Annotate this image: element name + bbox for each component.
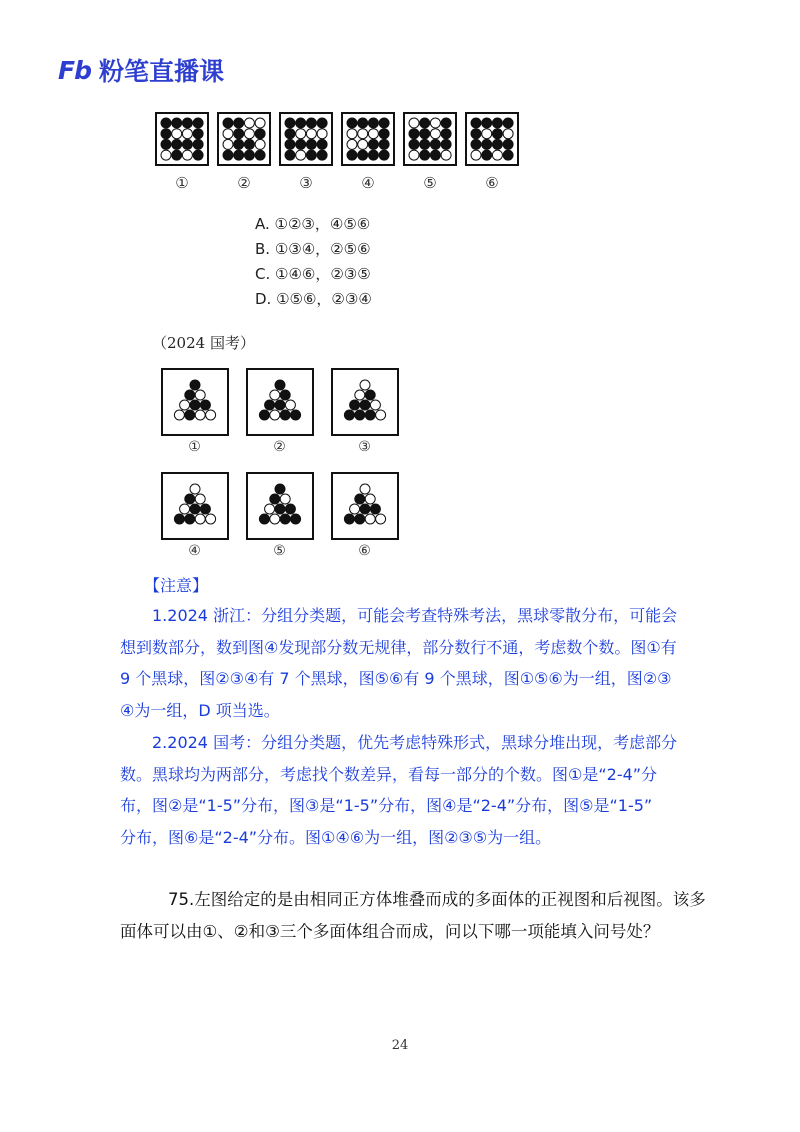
dot-triangle (167, 377, 223, 427)
white-dot (365, 494, 375, 504)
black-dot (420, 118, 430, 128)
black-dot (441, 129, 451, 139)
black-dot (482, 118, 492, 128)
white-dot (360, 484, 370, 494)
white-dot (244, 129, 254, 139)
dot-grid (160, 117, 204, 161)
figure-option (462, 112, 522, 192)
dot-grid (284, 117, 328, 161)
figure-label: ④ (188, 543, 201, 559)
figure-label: ① (175, 174, 189, 192)
white-dot (358, 139, 368, 149)
black-dot (259, 410, 269, 420)
triangle-box (246, 368, 314, 436)
white-dot (492, 150, 502, 160)
white-dot (223, 139, 233, 149)
white-dot (482, 129, 492, 139)
black-dot (174, 514, 184, 524)
black-dot (358, 118, 368, 128)
figure-label: ⑥ (358, 543, 371, 559)
black-dot (182, 139, 192, 149)
black-dot (193, 129, 203, 139)
white-dot (172, 129, 182, 139)
white-dot (244, 118, 254, 128)
black-dot (184, 390, 194, 400)
black-dot (200, 400, 210, 410)
option-c: C. ①④⑥，②③⑤ (255, 265, 371, 283)
black-dot (379, 139, 389, 149)
white-dot (205, 410, 215, 420)
black-dot (275, 484, 285, 494)
black-dot (275, 380, 285, 390)
note-line: 2.2024 国考：分组分类题，优先考虑特殊形式，黑球分堆出现，考虑部分 (152, 733, 678, 752)
black-dot (360, 504, 370, 514)
figure-option (152, 112, 212, 192)
dot-triangle (337, 377, 393, 427)
white-dot (255, 118, 265, 128)
black-dot (275, 400, 285, 410)
note-line: 1.2024 浙江：分组分类题，可能会考查特殊考法，黑球零散分布，可能会 (152, 606, 678, 625)
black-dot (234, 129, 244, 139)
white-dot (195, 494, 205, 504)
question-line: 面体可以由①、②和③三个多面体组合而成，问以下哪一项能填入问号处？ (120, 921, 660, 941)
white-dot (285, 400, 295, 410)
white-dot (205, 514, 215, 524)
triangle-box (161, 368, 229, 436)
black-dot (347, 150, 357, 160)
black-dot (317, 150, 327, 160)
dot-triangle (337, 481, 393, 531)
black-dot (161, 139, 171, 149)
white-dot (280, 494, 290, 504)
dot-grid (222, 117, 266, 161)
black-dot (244, 139, 254, 149)
white-dot (370, 400, 380, 410)
white-dot (255, 139, 265, 149)
white-dot (161, 150, 171, 160)
black-dot (379, 129, 389, 139)
black-dot (503, 118, 513, 128)
note-paragraph-1 (120, 600, 680, 726)
white-dot (269, 514, 279, 524)
black-dot (379, 118, 389, 128)
white-dot (195, 514, 205, 524)
white-dot (269, 410, 279, 420)
black-dot (354, 494, 364, 504)
figure-grid-row (152, 112, 524, 192)
white-dot (195, 410, 205, 420)
black-dot (471, 118, 481, 128)
figure-option (214, 112, 274, 192)
dot-triangle (252, 481, 308, 531)
dot-grid-box (217, 112, 271, 166)
black-dot (379, 150, 389, 160)
note-line: 数。黑球均为两部分，考虑找个数差异，看每一部分的个数。图①是“2-4”分 (120, 764, 658, 784)
black-dot (184, 410, 194, 420)
white-dot (317, 129, 327, 139)
dot-grid (408, 117, 452, 161)
black-dot (161, 129, 171, 139)
black-dot (420, 150, 430, 160)
white-dot (368, 129, 378, 139)
black-dot (365, 410, 375, 420)
black-dot (306, 139, 316, 149)
figure-label: ⑤ (273, 543, 286, 559)
black-dot (285, 139, 295, 149)
black-dot (344, 410, 354, 420)
black-dot (190, 504, 200, 514)
dot-triangle (167, 481, 223, 531)
white-dot (360, 380, 370, 390)
black-dot (430, 139, 440, 149)
figure-option (338, 112, 398, 192)
black-dot (482, 150, 492, 160)
black-dot (441, 118, 451, 128)
white-dot (430, 118, 440, 128)
black-dot (190, 400, 200, 410)
black-dot (244, 150, 254, 160)
black-dot (482, 139, 492, 149)
black-dot (290, 410, 300, 420)
black-dot (420, 129, 430, 139)
black-dot (306, 150, 316, 160)
black-dot (492, 118, 502, 128)
black-dot (234, 150, 244, 160)
triangle-figure (322, 472, 407, 559)
page-number: 24 (391, 1038, 409, 1053)
black-dot (290, 514, 300, 524)
black-dot (285, 129, 295, 139)
white-dot (354, 390, 364, 400)
figure-label: ② (237, 174, 251, 192)
black-dot (347, 118, 357, 128)
black-dot (370, 504, 380, 514)
figure-option (276, 112, 336, 192)
figure-label: ④ (361, 174, 375, 192)
note-line: 布，图②是“1-5”分布，图③是“1-5”分布，图④是“2-4”分布，图⑤是“1-5” (120, 796, 653, 815)
dot-grid-box (279, 112, 333, 166)
black-dot (275, 504, 285, 514)
black-dot (184, 494, 194, 504)
figure-label: ② (273, 439, 286, 455)
black-dot (285, 150, 295, 160)
black-dot (182, 118, 192, 128)
black-dot (234, 139, 244, 149)
white-dot (441, 150, 451, 160)
black-dot (193, 139, 203, 149)
black-dot (492, 129, 502, 139)
white-dot (347, 139, 357, 149)
black-dot (193, 150, 203, 160)
figure-label: ⑥ (485, 174, 499, 192)
black-dot (430, 150, 440, 160)
white-dot (296, 150, 306, 160)
white-dot (179, 400, 189, 410)
triangle-figure (152, 472, 237, 559)
black-dot (317, 139, 327, 149)
black-dot (354, 410, 364, 420)
question-line: 75.左图给定的是由相同正方体堆叠而成的多面体的正视图和后视图。该多 (168, 890, 706, 909)
logo-mark: Fb (58, 55, 91, 85)
option-d: D. ①⑤⑥，②③④ (255, 290, 372, 308)
black-dot (349, 400, 359, 410)
figure-label: ③ (358, 439, 371, 455)
black-dot (368, 150, 378, 160)
black-dot (492, 139, 502, 149)
dot-grid-box (341, 112, 395, 166)
black-dot (234, 118, 244, 128)
triangle-box (331, 472, 399, 540)
black-dot (223, 118, 233, 128)
black-dot (344, 514, 354, 524)
white-dot (269, 390, 279, 400)
white-dot (358, 129, 368, 139)
black-dot (172, 118, 182, 128)
white-dot (182, 150, 192, 160)
figure-label: ① (188, 439, 201, 455)
note-line: ④为一组，D 项当选。 (120, 700, 280, 720)
triangle-figure (237, 472, 322, 559)
answer-options (255, 212, 372, 312)
black-dot (285, 118, 295, 128)
triangle-figure-row-2 (152, 472, 407, 559)
white-dot (503, 129, 513, 139)
black-dot (190, 380, 200, 390)
white-dot (471, 150, 481, 160)
black-dot (280, 410, 290, 420)
black-dot (358, 150, 368, 160)
black-dot (368, 118, 378, 128)
option-b: B. ①③④，②⑤⑥ (255, 240, 371, 258)
note-line: 想到数部分，数到图④发现部分数无规律，部分数行不通，考虑数个数。图①有 (120, 637, 677, 657)
black-dot (223, 150, 233, 160)
triangle-figure (237, 368, 322, 455)
white-dot (223, 129, 233, 139)
white-dot (296, 129, 306, 139)
white-dot (409, 118, 419, 128)
black-dot (264, 400, 274, 410)
dot-grid-box (403, 112, 457, 166)
black-dot (255, 129, 265, 139)
dot-grid-box (155, 112, 209, 166)
option-a: A. ①②③，④⑤⑥ (255, 215, 371, 233)
logo-text: 粉笔直播课 (98, 57, 224, 86)
triangle-box (246, 472, 314, 540)
black-dot (161, 118, 171, 128)
black-dot (172, 139, 182, 149)
black-dot (193, 118, 203, 128)
white-dot (182, 129, 192, 139)
black-dot (255, 150, 265, 160)
black-dot (280, 390, 290, 400)
black-dot (365, 390, 375, 400)
note-paragraph-2 (120, 727, 680, 853)
black-dot (200, 504, 210, 514)
black-dot (280, 514, 290, 524)
black-dot (503, 150, 513, 160)
black-dot (296, 118, 306, 128)
white-dot (375, 410, 385, 420)
figure-label: ⑤ (423, 174, 437, 192)
white-dot (190, 484, 200, 494)
white-dot (264, 504, 274, 514)
white-dot (409, 150, 419, 160)
black-dot (285, 504, 295, 514)
black-dot (354, 514, 364, 524)
white-dot (365, 514, 375, 524)
note-line: 9 个黑球，图②③④有 7 个黑球，图⑤⑥有 9 个黑球，图①⑤⑥为一组，图②③ (120, 669, 672, 688)
black-dot (420, 139, 430, 149)
black-dot (441, 139, 451, 149)
black-dot (259, 514, 269, 524)
black-dot (184, 514, 194, 524)
dot-triangle (252, 377, 308, 427)
black-dot (306, 118, 316, 128)
white-dot (349, 504, 359, 514)
black-dot (368, 139, 378, 149)
triangle-box (161, 472, 229, 540)
triangle-figure (152, 368, 237, 455)
black-dot (172, 150, 182, 160)
triangle-figure-row-1 (152, 368, 407, 455)
source-label: （2024 国考） (152, 334, 255, 352)
question-75 (120, 884, 706, 947)
note-title: 【注意】 (144, 576, 209, 595)
white-dot (375, 514, 385, 524)
black-dot (296, 139, 306, 149)
black-dot (471, 129, 481, 139)
black-dot (409, 139, 419, 149)
figure-label: ③ (299, 174, 313, 192)
triangle-figure (322, 368, 407, 455)
dot-grid-box (465, 112, 519, 166)
brand-logo (58, 52, 224, 88)
white-dot (430, 129, 440, 139)
note-line: 分布，图⑥是“2-4”分布。图①④⑥为一组，图②③⑤为一组。 (120, 827, 552, 847)
black-dot (409, 129, 419, 139)
white-dot (347, 129, 357, 139)
white-dot (179, 504, 189, 514)
dot-grid (470, 117, 514, 161)
white-dot (174, 410, 184, 420)
black-dot (269, 494, 279, 504)
figure-option (400, 112, 460, 192)
white-dot (195, 390, 205, 400)
black-dot (503, 139, 513, 149)
dot-grid (346, 117, 390, 161)
black-dot (471, 139, 481, 149)
black-dot (360, 400, 370, 410)
white-dot (306, 129, 316, 139)
triangle-box (331, 368, 399, 436)
black-dot (317, 118, 327, 128)
